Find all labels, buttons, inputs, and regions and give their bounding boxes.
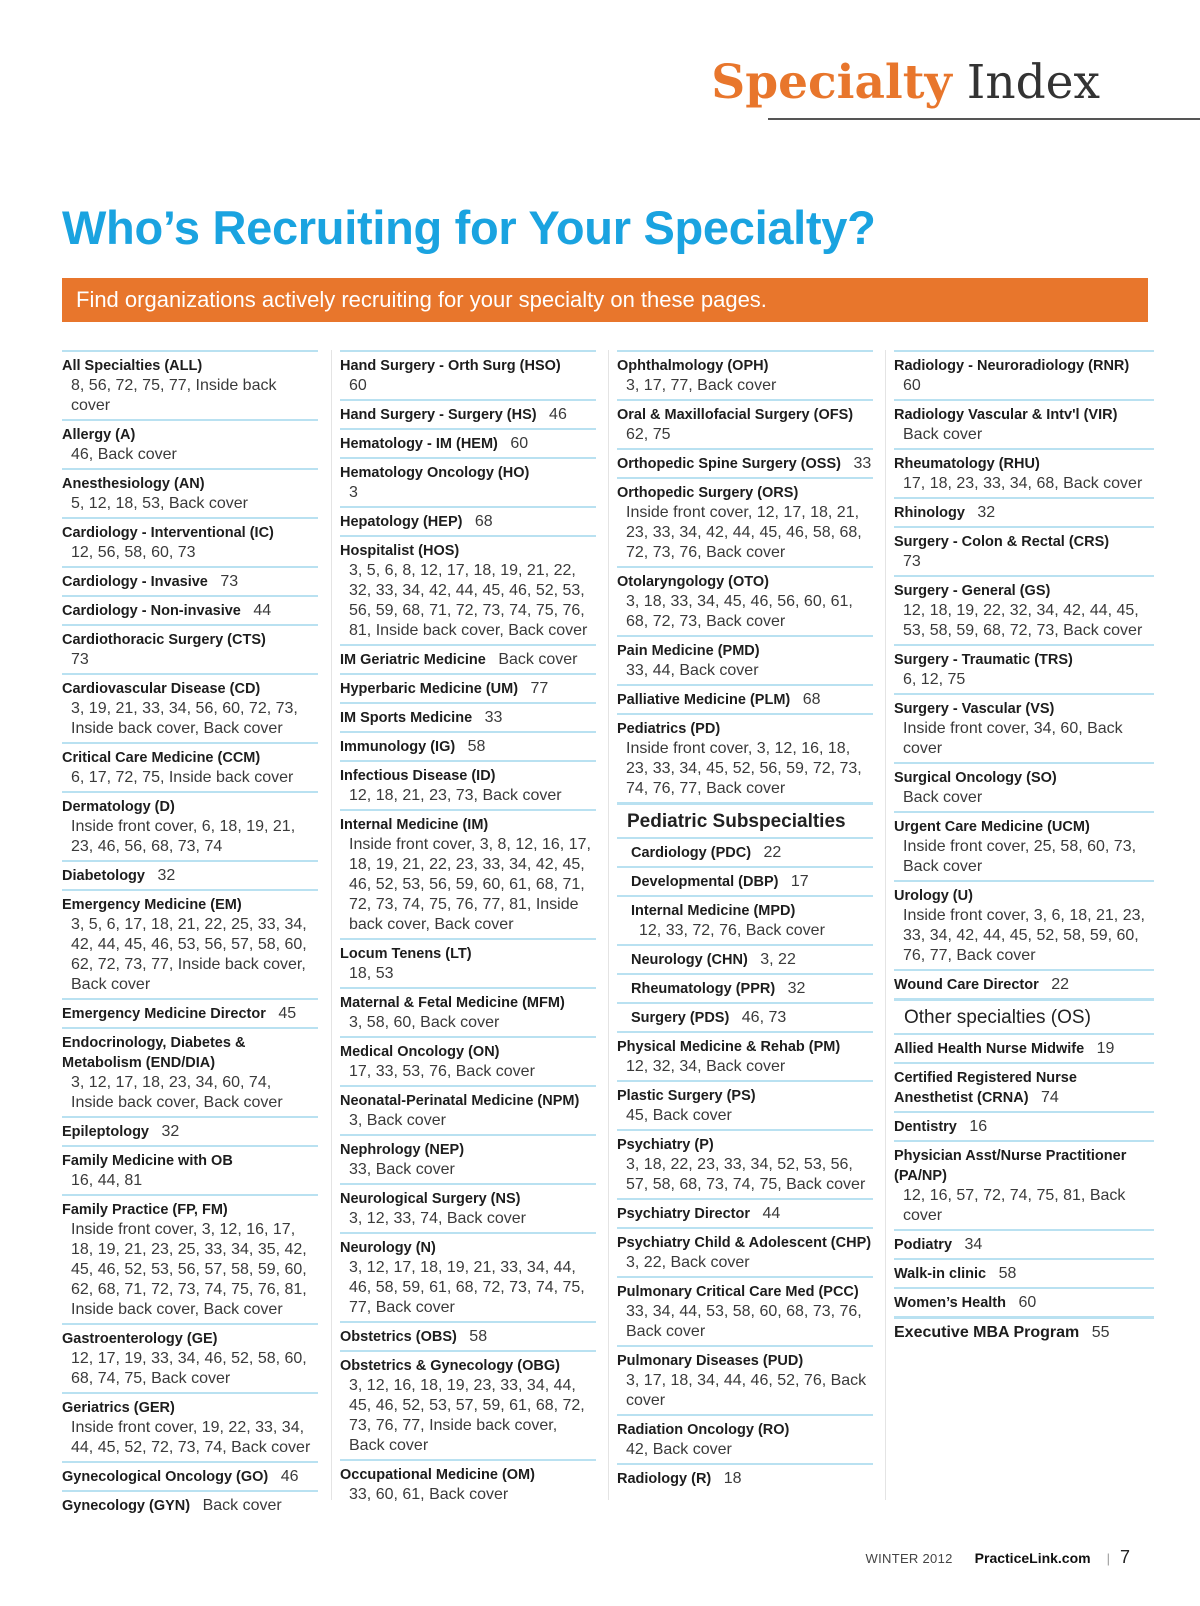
index-entry: [340, 644, 596, 673]
page-references: Inside front cover, 6, 18, 19, 21, 23, 46, 56, 68, 73, 74: [71, 818, 296, 855]
page-references: 5, 12, 18, 53, Back cover: [71, 495, 248, 512]
specialty-name: Physician Asst/Nurse Practitioner (PA/NP): [894, 1148, 1127, 1184]
specialty-name: Cardiology - Non-invasive: [62, 603, 241, 619]
page-references: Inside front cover, 3, 12, 16, 18, 23, 33, 34, 45, 52, 56, 59, 72, 73, 74, 76, 77, Back cover: [626, 740, 862, 797]
index-entry: [62, 517, 318, 566]
index-entry: [62, 742, 318, 791]
index-entry: [894, 969, 1154, 998]
specialty-name: Pain Medicine (PMD): [617, 643, 760, 659]
page-references: 33: [484, 709, 503, 726]
index-entry: [617, 944, 873, 973]
index-entry: [340, 702, 596, 731]
page-references: 33, Back cover: [349, 1161, 455, 1178]
index-entry: [617, 895, 873, 944]
specialty-name: Gastroenterology (GE): [62, 1331, 218, 1347]
index-entry: [62, 1027, 318, 1116]
specialty-name: Epileptology: [62, 1124, 149, 1140]
index-entry: [617, 1414, 873, 1463]
column-divider: [608, 350, 609, 1500]
page-references: 44: [253, 602, 272, 619]
index-entry: [62, 566, 318, 595]
specialty-name: Psychiatry (P): [617, 1137, 714, 1153]
index-entry: [340, 1459, 596, 1508]
page-references: 22: [763, 844, 782, 861]
index-entry: [62, 624, 318, 673]
index-entry: [617, 1129, 873, 1198]
page-references: Inside front cover, 19, 22, 33, 34, 44, 45, 52, 72, 73, 74, Back cover: [71, 1419, 311, 1456]
specialty-name: Surgery - Traumatic (TRS): [894, 652, 1073, 668]
page-references: 46, Back cover: [71, 446, 177, 463]
index-entry: [617, 684, 873, 713]
index-entry: [340, 1350, 596, 1459]
index-entry: [894, 762, 1154, 811]
page-references: Inside front cover, 25, 58, 60, 73, Back cover: [903, 838, 1137, 875]
index-entry: [617, 1031, 873, 1080]
page-references: 62, 75: [626, 426, 671, 443]
specialty-name: Allergy (A): [62, 427, 136, 443]
instruction-banner: Find organizations actively recruiting for your specialty on these pages.: [62, 278, 1148, 322]
index-entry: [62, 1194, 318, 1323]
page-references: 3, 12, 17, 18, 19, 21, 33, 34, 44, 46, 58, 59, 61, 68, 72, 73, 74, 75, 77, Back cover: [349, 1259, 585, 1316]
specialty-name: Wound Care Director: [894, 977, 1039, 993]
specialty-name: Pediatrics (PD): [617, 721, 721, 737]
page-references: 73: [71, 651, 89, 668]
index-entry: [617, 1276, 873, 1345]
page-references: 45: [278, 1005, 297, 1022]
page-references: 77: [530, 680, 549, 697]
index-entry: [340, 428, 596, 457]
index-entry: [894, 497, 1154, 526]
specialty-name: Executive MBA Program: [894, 1324, 1080, 1341]
specialty-name: Oral & Maxillofacial Surgery (OFS): [617, 407, 854, 423]
page-references: 55: [1091, 1324, 1110, 1341]
specialty-name: Gynecological Oncology (GO): [62, 1469, 269, 1485]
index-entry: [340, 1232, 596, 1321]
page-references: 45, Back cover: [626, 1107, 732, 1124]
page-references: 12, 17, 19, 33, 34, 46, 52, 58, 60, 68, 74, 75, Back cover: [71, 1350, 307, 1387]
page-references: 12, 33, 72, 76, Back cover: [639, 922, 825, 939]
page-references: 68: [802, 691, 821, 708]
page-references: Back cover: [903, 789, 983, 806]
page-references: 32: [161, 1123, 180, 1140]
specialty-name: Gynecology (GYN): [62, 1498, 191, 1514]
specialty-name: Emergency Medicine Director: [62, 1006, 266, 1022]
index-entry: [894, 880, 1154, 969]
index-entry: [617, 566, 873, 635]
specialty-name: Cardiology - Interventional (IC): [62, 525, 274, 541]
index-entry: [617, 837, 873, 866]
page-references: 8, 56, 72, 75, 77, Inside back cover: [71, 377, 277, 414]
page-references: 33, 60, 61, Back cover: [349, 1486, 509, 1503]
specialty-name: Immunology (IG): [340, 739, 456, 755]
index-entry: [62, 791, 318, 860]
index-entry: [617, 1463, 873, 1492]
specialty-name: Maternal & Fetal Medicine (MFM): [340, 995, 565, 1011]
page-references: 73: [220, 573, 239, 590]
specialty-name: Radiology - Neuroradiology (RNR): [894, 358, 1130, 374]
page-references: 3, 22, Back cover: [626, 1254, 750, 1271]
index-entry: [617, 350, 873, 399]
index-entry: [340, 809, 596, 938]
index-column-3: [617, 350, 873, 1492]
index-entry: [894, 644, 1154, 693]
page-references: 3, 5, 6, 8, 12, 17, 18, 19, 21, 22, 32, 33, 34, 42, 44, 45, 46, 52, 53, 56, 59, 68, 71, 72, 73, 74, 75, 76, 81, Inside back cover, Back cover: [349, 562, 588, 639]
index-entry: [62, 595, 318, 624]
specialty-name: Radiology Vascular & Intv'l (VIR): [894, 407, 1118, 423]
page-references: 3, 18, 33, 34, 45, 46, 56, 60, 61, 68, 72, 73, Back cover: [626, 593, 853, 630]
index-entry: [894, 1033, 1154, 1062]
page-references: 32: [977, 504, 996, 521]
index-entry: [62, 1392, 318, 1461]
page-references: 3, 12, 33, 74, Back cover: [349, 1210, 526, 1227]
index-entry: [62, 860, 318, 889]
index-entry: [617, 1002, 873, 1031]
page-references: Inside front cover, 3, 8, 12, 16, 17, 18, 19, 21, 22, 23, 33, 34, 42, 45, 46, 52, 53, 56, 59, 60, 61, 68, 71, 72, 73, 74, 75, 76, 77, 81, Inside back cover, Back cover: [349, 836, 591, 933]
specialty-name: Orthopedic Spine Surgery (OSS): [617, 456, 841, 472]
page-references: 34: [964, 1236, 983, 1253]
specialty-name: Endocrinology, Diabetes & Metabolism (END/DIA): [62, 1035, 246, 1071]
specialty-name: Otolaryngology (OTO): [617, 574, 769, 590]
column-divider: [885, 350, 886, 1500]
specialty-name: Radiology (R): [617, 1471, 712, 1487]
page-references: 60: [510, 435, 529, 452]
specialty-name: Neurological Surgery (NS): [340, 1191, 521, 1207]
index-entry: [340, 673, 596, 702]
specialty-name: Rheumatology (PPR): [631, 981, 776, 997]
index-entry: [894, 350, 1154, 399]
index-column-2: [340, 350, 596, 1508]
index-entry: [340, 535, 596, 644]
specialty-name: Occupational Medicine (OM): [340, 1467, 535, 1483]
page-references: 60: [349, 377, 367, 394]
specialty-name: Cardiothoracic Surgery (CTS): [62, 632, 266, 648]
footer-separator: |: [1106, 1551, 1110, 1566]
page-references: 22: [1051, 976, 1070, 993]
index-entry: [617, 713, 873, 802]
page-references: 33: [853, 455, 872, 472]
index-entry: [894, 1258, 1154, 1287]
index-entry: [340, 731, 596, 760]
specialty-name: Critical Care Medicine (CCM): [62, 750, 261, 766]
page-references: 12, 18, 19, 22, 32, 34, 42, 44, 45, 53, 58, 59, 68, 72, 73, Back cover: [903, 602, 1143, 639]
page-references: 60: [1018, 1294, 1037, 1311]
index-entry: [617, 1198, 873, 1227]
specialty-name: Urology (U): [894, 888, 973, 904]
index-entry: [340, 938, 596, 987]
specialty-name: Plastic Surgery (PS): [617, 1088, 756, 1104]
index-entry: [617, 448, 873, 477]
index-entry: [894, 811, 1154, 880]
page-references: 3, 5, 6, 17, 18, 21, 22, 25, 33, 34, 42, 44, 45, 46, 53, 56, 57, 58, 60, 62, 72, 73, 77, Inside back cover, Back cover: [71, 916, 307, 993]
specialty-name: Radiation Oncology (RO): [617, 1422, 790, 1438]
specialty-name: Hematology Oncology (HO): [340, 465, 530, 481]
specialty-name: IM Sports Medicine: [340, 710, 473, 726]
index-entry: [62, 468, 318, 517]
index-column-4: [894, 350, 1154, 1346]
page-references: 46: [549, 406, 567, 423]
specialty-name: All Specialties (ALL): [62, 358, 203, 374]
index-entry: [617, 1345, 873, 1414]
specialty-name: Obstetrics (OBS): [340, 1329, 457, 1345]
header-rule: [768, 118, 1200, 120]
page-references: 12, 16, 57, 72, 74, 75, 81, Back cover: [903, 1187, 1126, 1224]
page-references: 33, 34, 44, 53, 58, 60, 68, 73, 76, Back cover: [626, 1303, 862, 1340]
page-references: 46: [280, 1468, 299, 1485]
specialty-name: Hospitalist (HOS): [340, 543, 460, 559]
specialty-name: Anesthesiology (AN): [62, 476, 205, 492]
page-references: 12, 18, 21, 23, 73, Back cover: [349, 787, 562, 804]
index-entry: [617, 1080, 873, 1129]
page-references: 3: [349, 484, 358, 501]
specialty-name: Diabetology: [62, 868, 145, 884]
page-references: 32: [787, 980, 806, 997]
specialty-name: Obstetrics & Gynecology (OBG): [340, 1358, 560, 1374]
specialty-name: Physical Medicine & Rehab (PM): [617, 1039, 841, 1055]
specialty-name: Ophthalmology (OPH): [617, 358, 769, 374]
index-entry: [894, 448, 1154, 497]
index-entry: [617, 973, 873, 1002]
issue-label: WINTER 2012: [865, 1551, 953, 1566]
index-entry: [617, 399, 873, 448]
page-footer: [866, 1547, 1130, 1568]
specialty-name: Palliative Medicine (PLM): [617, 692, 791, 708]
index-entry: [62, 889, 318, 998]
page-number: 7: [1119, 1547, 1130, 1567]
index-entry: [894, 693, 1154, 762]
index-entry: [340, 350, 596, 399]
specialty-name: Cardiology (PDC): [631, 845, 752, 861]
page-references: 73: [903, 553, 921, 570]
index-entry: [894, 1229, 1154, 1258]
index-entry: [62, 1490, 318, 1519]
page-references: 44: [762, 1205, 781, 1222]
index-column-1: [62, 350, 318, 1519]
page-references: 3, 17, 77, Back cover: [626, 377, 777, 394]
specialty-name: Rhinology: [894, 505, 965, 521]
page-references: Inside front cover, 3, 6, 18, 21, 23, 33, 34, 42, 44, 45, 52, 58, 59, 60, 76, 77, Back cover: [903, 907, 1145, 964]
page-references: 60: [903, 377, 921, 394]
index-entry: [62, 419, 318, 468]
page-references: Back cover: [202, 1497, 282, 1514]
specialty-name: Neurology (CHN): [631, 952, 748, 968]
specialty-name: Surgery (PDS): [631, 1010, 730, 1026]
page-references: 42, Back cover: [626, 1441, 732, 1458]
specialty-name: Surgical Oncology (SO): [894, 770, 1057, 786]
index-entry: [340, 1036, 596, 1085]
specialty-name: Hyperbaric Medicine (UM): [340, 681, 519, 697]
page-references: 58: [469, 1328, 488, 1345]
page-references: 33, 44, Back cover: [626, 662, 759, 679]
index-entry: [617, 1227, 873, 1276]
index-entry: [894, 399, 1154, 448]
specialty-name: Allied Health Nurse Midwife: [894, 1041, 1085, 1057]
specialty-name: Women’s Health: [894, 1295, 1006, 1311]
specialty-name: Medical Oncology (ON): [340, 1044, 500, 1060]
page-references: Inside front cover, 12, 17, 18, 21, 23, 33, 34, 42, 44, 45, 46, 58, 68, 72, 73, 76, Back cover: [626, 504, 862, 561]
index-entry: [62, 1116, 318, 1145]
page-references: 6, 17, 72, 75, Inside back cover: [71, 769, 294, 786]
page-references: 58: [467, 738, 486, 755]
index-entry: [62, 673, 318, 742]
specialty-name: Neurology (N): [340, 1240, 436, 1256]
page-references: 17, 18, 23, 33, 34, 68, Back cover: [903, 475, 1143, 492]
index-entry: [62, 1145, 318, 1194]
specialty-name: Surgery - General (GS): [894, 583, 1051, 599]
specialty-name: Pulmonary Critical Care Med (PCC): [617, 1284, 859, 1300]
specialty-name: Internal Medicine (MPD): [631, 903, 796, 919]
page-references: 17: [790, 873, 809, 890]
index-entry: [340, 987, 596, 1036]
page-headline: Who’s Recruiting for Your Specialty?: [62, 201, 876, 254]
index-entry: [62, 350, 318, 419]
index-entry: [340, 457, 596, 506]
section-title-light: Index: [966, 55, 1100, 110]
index-entry: [340, 760, 596, 809]
specialty-name: Neonatal-Perinatal Medicine (NPM): [340, 1093, 580, 1109]
site-link[interactable]: PracticeLink.com: [974, 1550, 1091, 1566]
page-references: 3, 12, 17, 18, 23, 34, 60, 74, Inside back cover, Back cover: [71, 1074, 283, 1111]
specialty-name: Cardiology - Invasive: [62, 574, 208, 590]
page-references: 3, 18, 22, 23, 33, 34, 52, 53, 56, 57, 58, 68, 73, 74, 75, Back cover: [626, 1156, 866, 1193]
specialty-name: Emergency Medicine (EM): [62, 897, 242, 913]
page-references: Inside front cover, 3, 12, 16, 17, 18, 19, 21, 23, 25, 33, 34, 35, 42, 45, 46, 52, 53, 56, 57, 58, 59, 60, 62, 68, 71, 72, 73, 74, 75, 76, 81, Inside back cover, Back cover: [71, 1221, 307, 1318]
specialty-name: Internal Medicine (IM): [340, 817, 489, 833]
subgroup-heading: Other specialties (OS): [894, 998, 1154, 1033]
section-title: [711, 54, 1100, 112]
specialty-name: Walk-in clinic: [894, 1266, 987, 1282]
page-references: 12, 32, 34, Back cover: [626, 1058, 786, 1075]
specialty-name: Dermatology (D): [62, 799, 175, 815]
index-entry: [894, 575, 1154, 644]
specialty-name: Hand Surgery - Surgery (HS): [340, 407, 537, 423]
page-references: 6, 12, 75: [903, 671, 966, 688]
specialty-name: IM Geriatric Medicine: [340, 652, 486, 668]
index-entry: [340, 1183, 596, 1232]
specialty-name: Geriatrics (GER): [62, 1400, 175, 1416]
page-references: Back cover: [903, 426, 983, 443]
page-references: 46, 73: [741, 1009, 787, 1026]
page-references: 58: [998, 1265, 1017, 1282]
index-entry: [617, 866, 873, 895]
specialty-name: Surgery - Colon & Rectal (CRS): [894, 534, 1110, 550]
page-references: 3, 22: [760, 951, 796, 968]
specialty-name: Developmental (DBP): [631, 874, 779, 890]
page-references: 18: [723, 1470, 742, 1487]
page-references: 3, 19, 21, 33, 34, 56, 60, 72, 73, Inside back cover, Back cover: [71, 700, 298, 737]
subgroup-heading: Pediatric Subspecialties: [617, 802, 873, 837]
specialty-name: Psychiatry Child & Adolescent (CHP): [617, 1235, 872, 1251]
page-references: Back cover: [498, 651, 578, 668]
index-entry: [340, 399, 596, 428]
specialty-name: Pulmonary Diseases (PUD): [617, 1353, 804, 1369]
page-references: 16, 44, 81: [71, 1172, 143, 1189]
specialty-name: Hand Surgery - Orth Surg (HSO): [340, 358, 561, 374]
column-divider: [331, 350, 332, 1500]
index-entry: [617, 635, 873, 684]
index-entry: [894, 1062, 1154, 1111]
specialty-name: Hepatology (HEP): [340, 514, 463, 530]
specialty-name: Hematology - IM (HEM): [340, 436, 498, 452]
specialty-name: Family Practice (FP, FM): [62, 1202, 228, 1218]
index-entry: [62, 998, 318, 1027]
page-references: 3, Back cover: [349, 1112, 446, 1129]
specialty-name: Psychiatry Director: [617, 1206, 750, 1222]
index-entry: [340, 1134, 596, 1183]
index-entry: [340, 1321, 596, 1350]
page-references: 68: [474, 513, 493, 530]
specialty-name: Dentistry: [894, 1119, 957, 1135]
specialty-name: Orthopedic Surgery (ORS): [617, 485, 799, 501]
section-title-strong: Specialty: [711, 55, 952, 110]
specialty-name: Infectious Disease (ID): [340, 768, 496, 784]
specialty-name: Cardiovascular Disease (CD): [62, 681, 261, 697]
page-references: Inside front cover, 34, 60, Back cover: [903, 720, 1123, 757]
specialty-name: Rheumatology (RHU): [894, 456, 1040, 472]
page-references: 3, 12, 16, 18, 19, 23, 33, 34, 44, 45, 46, 52, 53, 57, 59, 61, 68, 72, 73, 76, 77, Inside back cover, Back cover: [349, 1377, 585, 1454]
specialty-name: Urgent Care Medicine (UCM): [894, 819, 1090, 835]
specialty-name: Podiatry: [894, 1237, 953, 1253]
index-entry: [894, 1287, 1154, 1316]
index-entry: [340, 1085, 596, 1134]
specialty-name: Locum Tenens (LT): [340, 946, 472, 962]
specialty-name: Surgery - Vascular (VS): [894, 701, 1055, 717]
index-entry: [62, 1461, 318, 1490]
specialty-name: Certified Registered Nurse Anesthetist (CRNA): [894, 1070, 1077, 1106]
page-references: 18, 53: [349, 965, 394, 982]
index-entry: [894, 1140, 1154, 1229]
page-references: 17, 33, 53, 76, Back cover: [349, 1063, 535, 1080]
page-references: 3, 17, 18, 34, 44, 46, 52, 76, Back cover: [626, 1372, 867, 1409]
index-entry: [62, 1323, 318, 1392]
index-entry: [894, 526, 1154, 575]
index-entry: [894, 1316, 1154, 1346]
page-references: 32: [157, 867, 176, 884]
index-entry: [340, 506, 596, 535]
page-references: 3, 58, 60, Back cover: [349, 1014, 500, 1031]
page-references: 16: [969, 1118, 988, 1135]
index-entry: [894, 1111, 1154, 1140]
page-header: [711, 52, 1200, 122]
page-references: 12, 56, 58, 60, 73: [71, 544, 196, 561]
specialty-name: Family Medicine with OB: [62, 1153, 233, 1169]
index-entry: [617, 477, 873, 566]
page-references: 19: [1096, 1040, 1115, 1057]
page-references: 74: [1040, 1089, 1059, 1106]
specialty-name: Nephrology (NEP): [340, 1142, 465, 1158]
